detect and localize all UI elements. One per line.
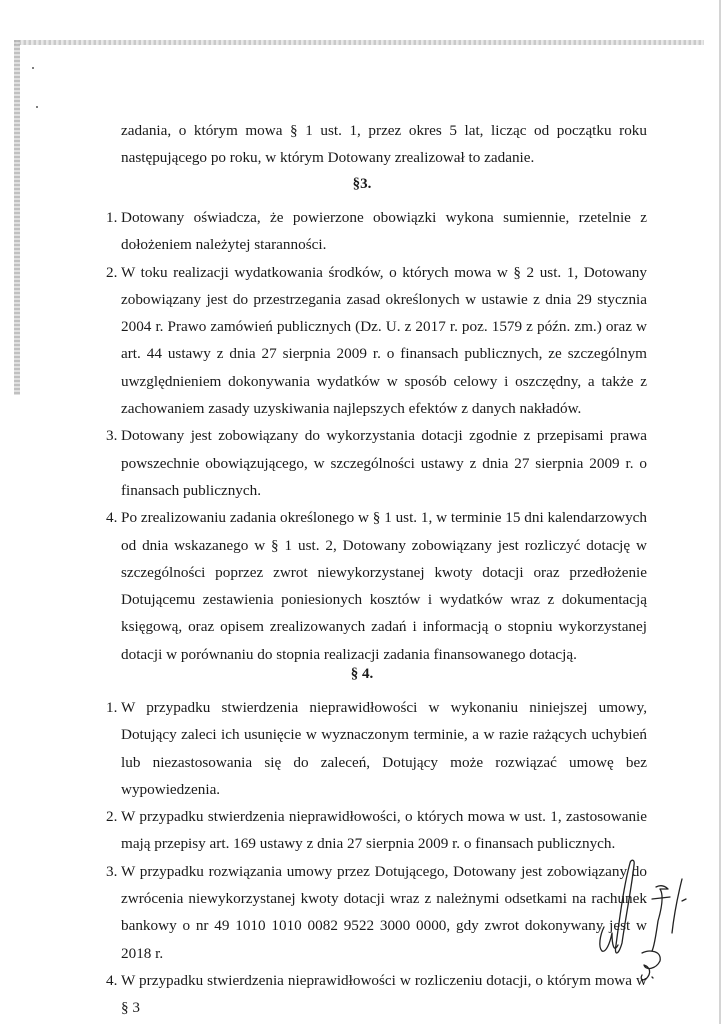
item-number: 1. [106, 209, 118, 226]
item-text: Po zrealizowaniu zadania określonego w § 1 ust. 1, w terminie 15 dni kalendarzowych od dnia wskazanego w § 1 ust. 2, Dotowany zobowiązany jest rozliczyć dotację w szczególności poprzez zwrot niewykorzystanej kwoty dotacji oraz przedłożenie Dotującemu zestawienia poniesionych kosztów i wydatków wraz z dokumentacją księgową, oraz opisem zrealizowanych zadań i informacją o stopniu wykorzystanej dotacji w porównaniu do stopnia realizacji zadania finansowanego dotacją. [121, 509, 647, 663]
list-item [106, 803, 647, 858]
list-item [106, 259, 647, 423]
item-number: 3. [106, 862, 118, 880]
item-text: Dotowany oświadcza, że powierzone obowiązki wykona sumiennie, rzetelnie z dołożeniem należytej staranności. [121, 209, 647, 254]
item-text: W przypadku stwierdzenia nieprawidłowości, o których mowa w ust. 1, zastosowanie mają przepisy art. 169 ustawy z dnia 27 sierpnia 2009 r. o finansach publicznych. [121, 808, 647, 853]
section-4-list [106, 694, 647, 1022]
item-number: 2. [106, 263, 118, 281]
scan-edge-top [14, 40, 704, 45]
scan-speck [36, 106, 38, 108]
item-text: W toku realizacji wydatkowania środków, o których mowa w § 2 ust. 1, Dotowany zobowiązany jest do przestrzegania zasad określonych w ustawie z dnia 29 stycznia 2004 r. Prawo zamówień publicznych (Dz. U. z 2017 r. poz. 1579 z późn. zm.) oraz w art. 44 ustawy z dnia 27 sierpnia 2009 r. o finansach publicznych, ze szczególnym uwzględnieniem dokonywania wydatków w sposób celowy i oszczędny, a także z zachowaniem zasady uzyskiwania najlepszych efektów z danych nakładów. [121, 263, 647, 418]
list-item [106, 204, 647, 259]
list-item [106, 967, 647, 1022]
list-item [106, 504, 647, 668]
item-text: Dotowany jest zobowiązany do wykorzystania dotacji zgodnie z przepisami prawa powszechnie obowiązującego, w szczególności ustawy z dnia 27 sierpnia 2009 r. o finansach publicznych. [121, 427, 647, 499]
item-number: 4. [106, 971, 118, 989]
list-item [106, 858, 647, 967]
scan-edge-right [719, 0, 721, 1024]
scan-edge-left [14, 40, 20, 395]
section-3-list [106, 204, 647, 668]
continuation-paragraph: zadania, o którym mowa § 1 ust. 1, przez okres 5 lat, licząc od początku roku następującego po roku, w którym Dotowany zrealizował to zadanie. [121, 122, 647, 167]
item-number: 2. [106, 808, 118, 826]
scan-speck [32, 67, 34, 69]
list-item [106, 422, 647, 504]
item-number: 4. [106, 509, 118, 527]
item-text: W przypadku rozwiązania umowy przez Dotującego, Dotowany jest zobowiązany do zwrócenia niewykorzystanej kwoty dotacji wraz z należnymi odsetkami na rachunek bankowy o nr 49 1010 1010 0082 9522 3000 0000, gdy zwrot dokonywany jest w 2018 r. [121, 862, 647, 962]
item-text: W przypadku stwierdzenia nieprawidłowości w wykonaniu niniejszej umowy, Dotujący zaleci ich usunięcie w wyznaczonym terminie, a w razie rażących uchybień lub niezastosowania się do zaleceń, Dotujący może rozwiązać umowę bez wypowiedzenia. [121, 699, 647, 798]
section-heading-3: §3. [352, 176, 372, 192]
item-number: 1. [106, 699, 118, 716]
handwritten-signature-icon [590, 855, 700, 985]
item-text: W przypadku stwierdzenia nieprawidłowości w rozliczeniu dotacji, o którym mowa w § 3 [121, 971, 647, 1017]
list-item [106, 694, 647, 803]
section-heading-4: § 4. [350, 666, 374, 682]
item-number: 3. [106, 427, 118, 445]
